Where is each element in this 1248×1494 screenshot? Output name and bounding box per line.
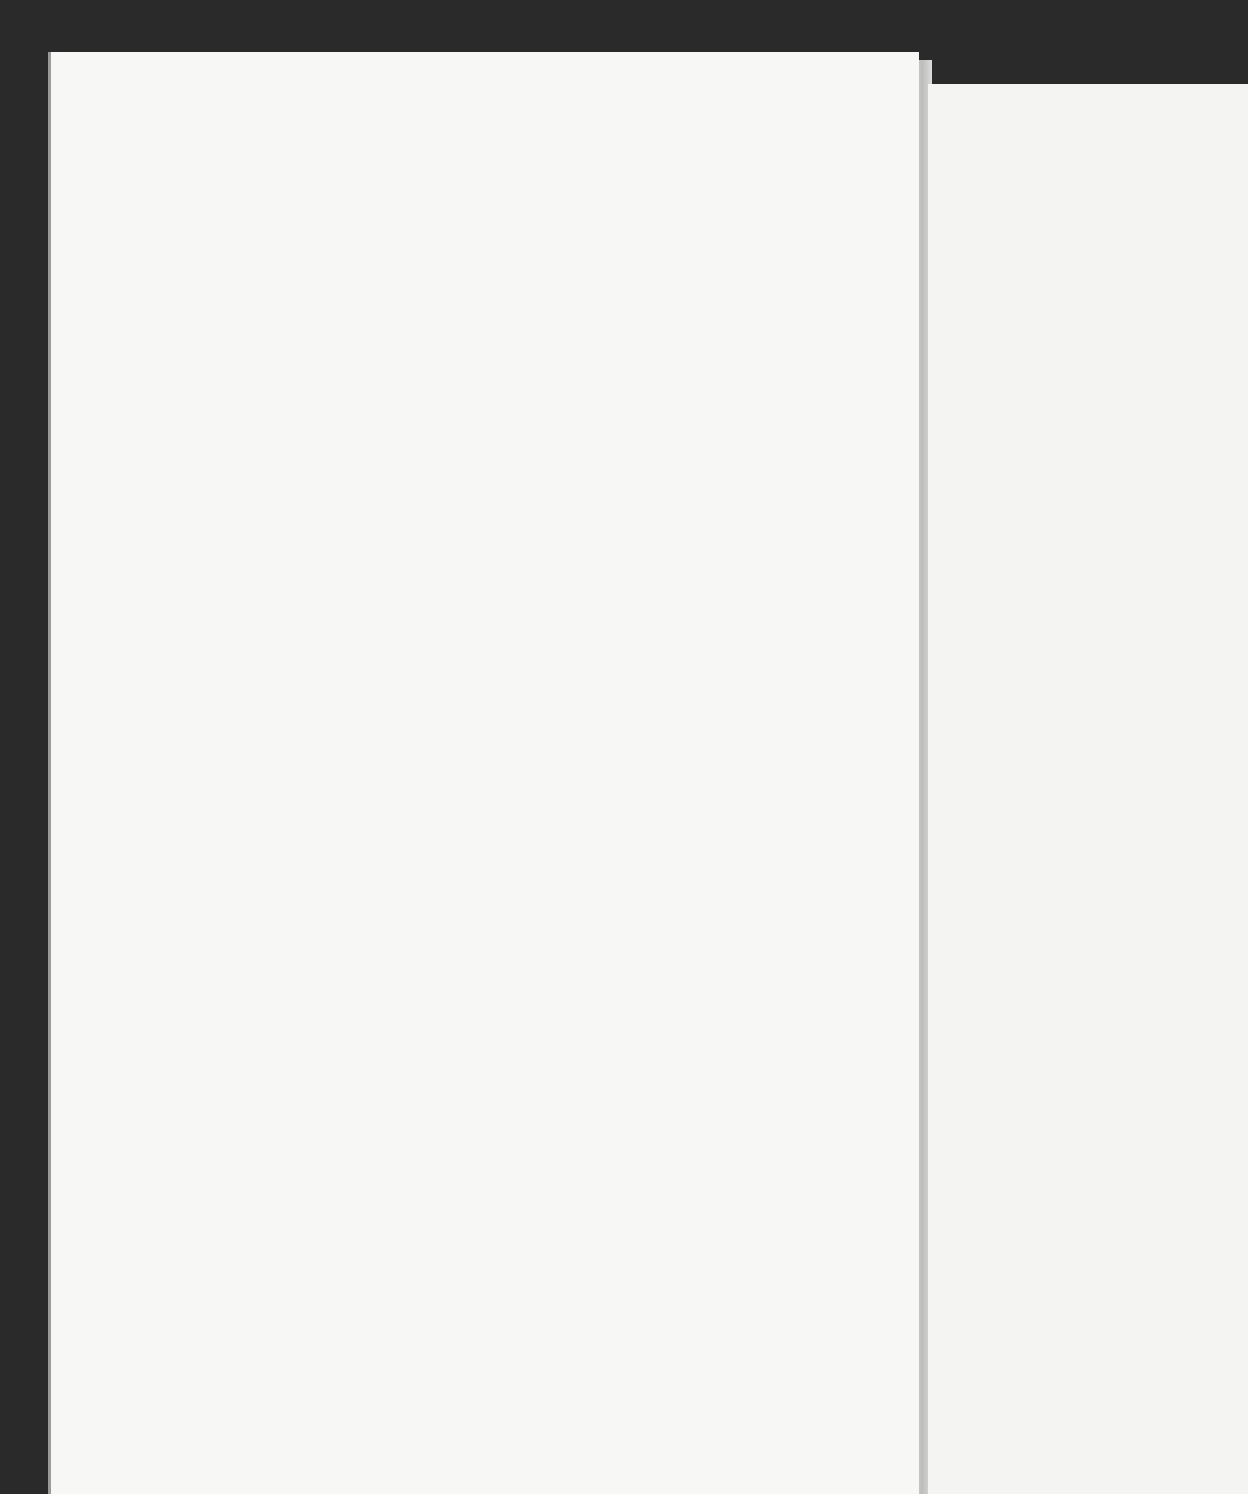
left-page (48, 52, 919, 1494)
right-page (928, 84, 1248, 1494)
